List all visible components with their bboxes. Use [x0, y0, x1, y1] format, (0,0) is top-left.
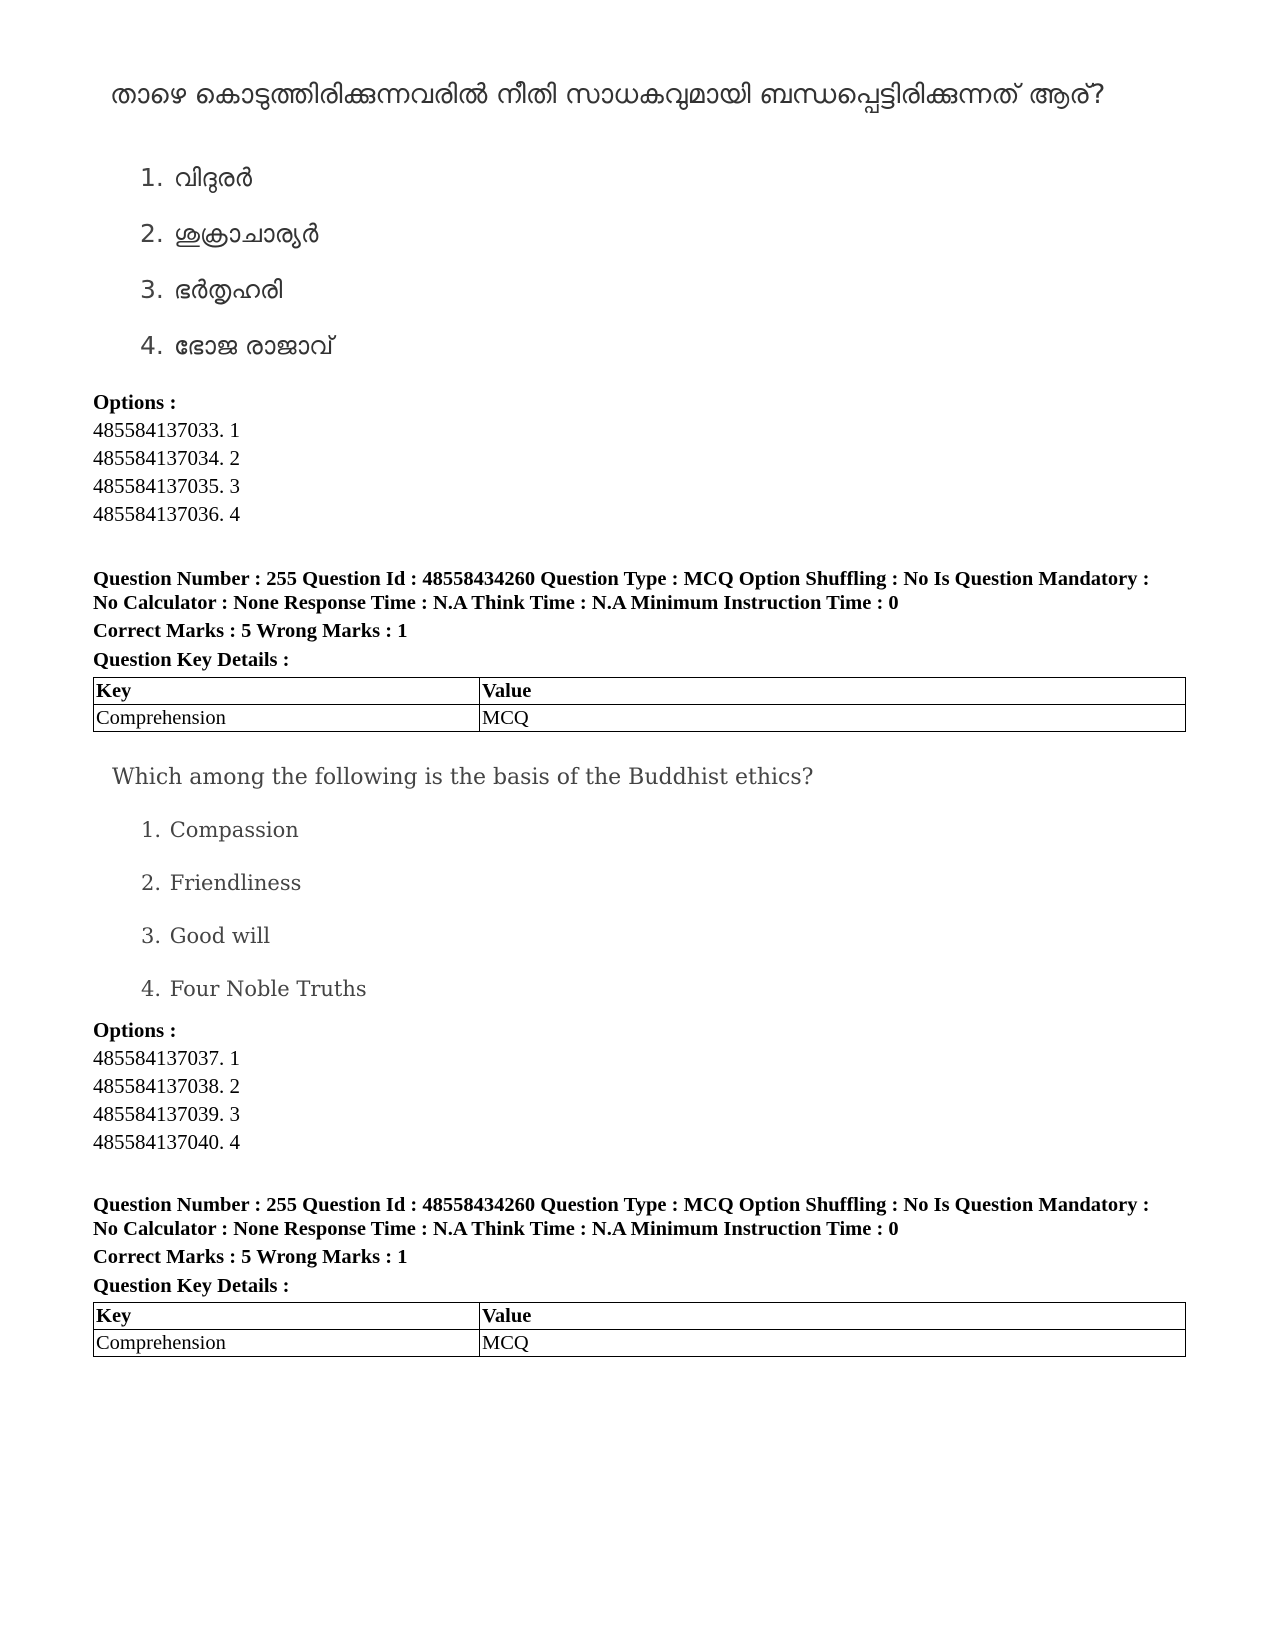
table-header-value: Value	[480, 1303, 1186, 1330]
choice-number: 1.	[141, 818, 162, 842]
choice-text: ശുക്രാചാര്യർ	[173, 219, 319, 248]
table-header-row	[94, 1303, 1186, 1330]
key-value-table	[93, 1302, 1186, 1357]
option-item: 485584137036. 4	[93, 502, 240, 526]
table-header-key: Key	[94, 1303, 480, 1330]
table-header-row	[94, 678, 1186, 705]
table-cell-key: Comprehension	[94, 705, 480, 732]
english-question-text: Which among the following is the basis of the Buddhist ethics?	[112, 765, 814, 790]
key-details-heading: Question Key Details :	[93, 649, 290, 671]
key-value-table	[93, 677, 1186, 732]
choice-text: ഭോജ രാജാവ്	[173, 331, 334, 360]
option-item: 485584137037. 1	[93, 1046, 240, 1070]
table-header-value: Value	[480, 678, 1186, 705]
option-item: 485584137033. 1	[93, 418, 240, 442]
choice-number: 2.	[141, 871, 162, 895]
marks-line: Correct Marks : 5 Wrong Marks : 1	[93, 1246, 408, 1268]
options-heading: Options :	[93, 390, 177, 414]
table-cell-key: Comprehension	[94, 1330, 480, 1357]
option-item: 485584137035. 3	[93, 474, 240, 498]
option-item: 485584137040. 4	[93, 1130, 240, 1154]
choice-number: 3.	[140, 275, 164, 304]
choice-text: Four Noble Truths	[169, 977, 367, 1001]
choice-text: Compassion	[169, 818, 299, 842]
table-cell-value: MCQ	[480, 1330, 1186, 1357]
choice-text: വിദുരർ	[173, 163, 253, 192]
choice-number: 4.	[140, 331, 164, 360]
malayalam-choice-3	[140, 275, 282, 305]
choice-number: 4.	[141, 977, 162, 1001]
malayalam-question-text: താഴെ കൊടുത്തിരിക്കുന്നവരിൽ നീതി സാധകവുമായി ബന്ധപ്പെട്ടിരിക്കുന്നത് ആര്?	[110, 79, 1106, 110]
option-item: 485584137034. 2	[93, 446, 240, 470]
english-choice-3	[141, 924, 270, 948]
malayalam-choice-4	[140, 331, 333, 361]
choice-number: 3.	[141, 924, 162, 948]
choice-text: Friendliness	[169, 871, 302, 895]
question-meta-line-2: No Calculator : None Response Time : N.A Think Time : N.A Minimum Instruction Time : 0	[93, 1218, 899, 1240]
table-header-key: Key	[94, 678, 480, 705]
question-meta-line-1: Question Number : 255 Question Id : 48558434260 Question Type : MCQ Option Shuffling : No Is Question Mandatory :	[93, 1194, 1150, 1216]
choice-number: 1.	[140, 163, 164, 192]
table-row	[94, 1330, 1186, 1357]
choice-text: ഭർതൃഹരി	[173, 275, 283, 304]
malayalam-choice-2	[140, 219, 318, 249]
marks-line: Correct Marks : 5 Wrong Marks : 1	[93, 620, 408, 642]
question-meta-line-1: Question Number : 255 Question Id : 48558434260 Question Type : MCQ Option Shuffling : No Is Question Mandatory :	[93, 568, 1150, 590]
english-choice-1	[141, 818, 299, 842]
options-heading: Options :	[93, 1018, 177, 1042]
key-details-heading: Question Key Details :	[93, 1275, 290, 1297]
table-row	[94, 705, 1186, 732]
option-item: 485584137038. 2	[93, 1074, 240, 1098]
malayalam-choice-1	[140, 163, 252, 193]
choice-number: 2.	[140, 219, 164, 248]
option-item: 485584137039. 3	[93, 1102, 240, 1126]
choice-text: Good will	[169, 924, 271, 948]
english-choice-2	[141, 871, 301, 895]
english-choice-4	[141, 977, 367, 1001]
table-cell-value: MCQ	[480, 705, 1186, 732]
question-meta-line-2: No Calculator : None Response Time : N.A Think Time : N.A Minimum Instruction Time : 0	[93, 592, 899, 614]
